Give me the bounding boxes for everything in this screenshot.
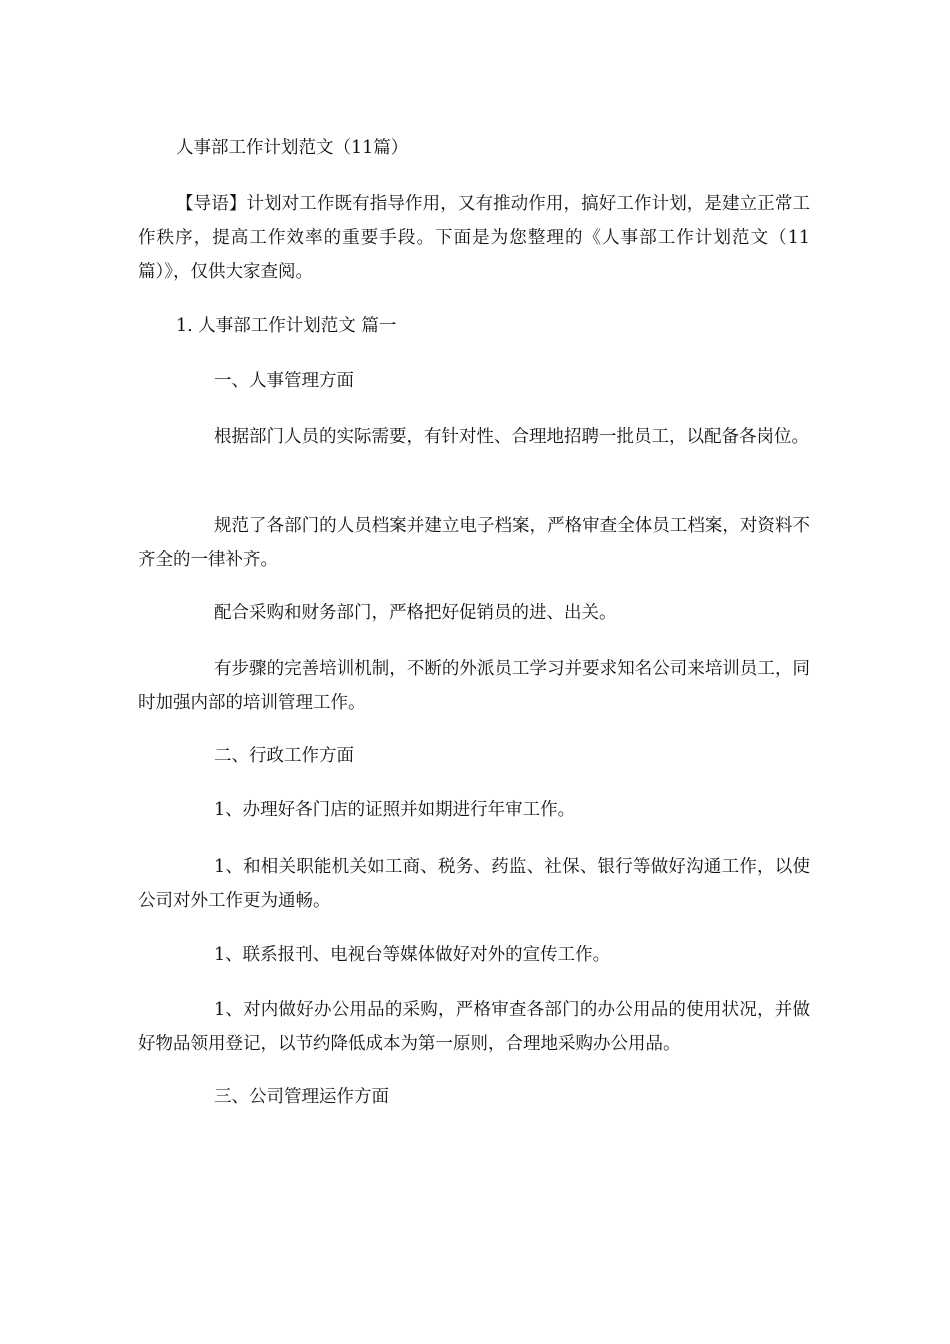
paragraph: 根据部门人员的实际需要，有针对性、合理地招聘一批员工，以配备各岗位。 — [214, 427, 809, 447]
intro-paragraph: 【导语】计划对工作既有指导作用，又有推动作用，搞好工作计划，是建立正常工作秩序，提高工作效率的重要手段。下面是为您整理的《人事部工作计划范文（11篇）》，仅供大家查阅。 — [138, 194, 810, 282]
paragraph: 1、对内做好办公用品的采购，严格审查各部门的办公用品的使用状况，并做好物品领用登记，以节约降低成本为第一原则，合理地采购办公用品。 — [138, 1000, 810, 1054]
part-heading-management: 三、公司管理运作方面 — [214, 1087, 389, 1107]
paragraph: 配合采购和财务部门，严格把好促销员的进、出关。 — [214, 603, 617, 623]
section-heading: 1. 人事部工作计划范文 篇一 — [176, 316, 397, 336]
paragraph: 1、联系报刊、电视台等媒体做好对外的宣传工作。 — [214, 945, 611, 965]
paragraph: 1、和相关职能机关如工商、税务、药监、社保、银行等做好沟通工作，以使公司对外工作更为通畅。 — [138, 857, 810, 911]
document-title: 人事部工作计划范文（11篇） — [176, 138, 409, 158]
paragraph: 规范了各部门的人员档案并建立电子档案，严格审查全体员工档案，对资料不齐全的一律补齐。 — [138, 516, 810, 570]
paragraph: 有步骤的完善培训机制，不断的外派员工学习并要求知名公司来培训员工，同时加强内部的培训管理工作。 — [138, 659, 810, 713]
paragraph: 1、办理好各门店的证照并如期进行年审工作。 — [214, 800, 576, 820]
part-heading-personnel: 一、人事管理方面 — [214, 371, 354, 391]
part-heading-admin: 二、行政工作方面 — [214, 746, 354, 766]
